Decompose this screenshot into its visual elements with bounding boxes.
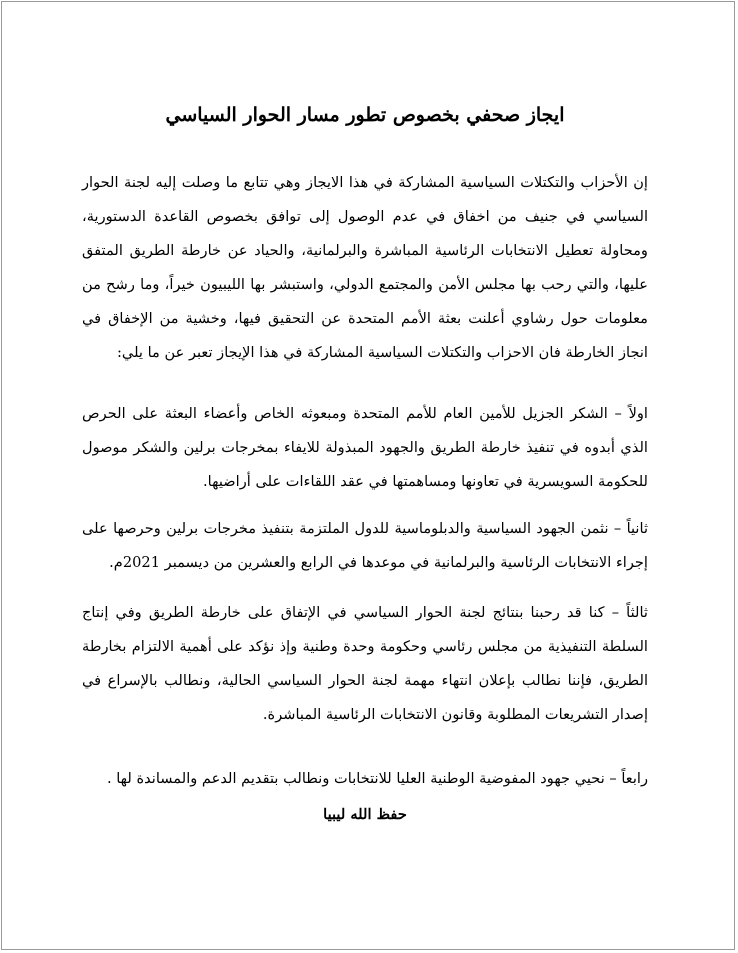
paragraph-fourth: رابعاً – نحيي جهود المفوضية الوطنية العليا للانتخابات ونطالب بتقديم الدعم والمساندة لها .: [106, 770, 648, 787]
paragraph-intro: إن الأحزاب والتكتلات السياسية المشاركة في هذا الايجاز وهي تتابع ما وصلت إليه لجنة الحوار السياسي في جنيف من اخفاق في عدم الوصول إلى توافق بخصوص القاعدة الدستورية، ومحاولة تعطيل الانتخابات الرئاسية المباشرة والبرلمانية، والحياد عن خارطة الطريق المتفق عليها، والتي رحب بها مجلس الأمن والمجتمع الدولي، واستبشر بها الليبيون خيراً، وما رشح من معلومات حول رشاوي أعلنت بعثة الأمم المتحدة عن التحقيق فيها، وخشية من الإخفاق في انجاز الخارطة فان الاحزاب والتكتلات السياسية المشاركة في هذا الإيجاز تعبر عن ما يلي:: [82, 174, 648, 361]
paragraph-second: ثانياً – نثمن الجهود السياسية والدبلوماسية للدول الملتزمة بتنفيذ مخرجات برلين وحرصها على إجراء الانتخابات الرئاسية والبرلمانية في موعدها في الرابع والعشرين من ديسمبر 2021م.: [82, 520, 648, 571]
document-title: ايجاز صحفي بخصوص تطور مسار الحوار السياسي: [165, 104, 565, 126]
document-page: [1, 1, 735, 950]
paragraph-third: ثالثاً – كنا قد رحبنا بنتائج لجنة الحوار السياسي في الإتفاق على خارطة الطريق وفي إنتاج السلطة التنفيذية من مجلس رئاسي وحكومة وحدة وطنية وإذ نؤكد على أهمية الالتزام بخارطة الطريق، فإننا نطالب بإعلان انتهاء مهمة لجنة الحوار السياسي الحالية، ونطالب بالإسراع في إصدار التشريعات المطلوبة وقانون الانتخابات الرئاسية المباشرة.: [82, 604, 648, 723]
closing-line: حفظ الله ليبيا: [323, 806, 407, 823]
paragraph-first: اولاً – الشكر الجزيل للأمين العام للأمم المتحدة ومبعوثه الخاص وأعضاء البعثة على الحرص الذي أبدوه في تنفيذ خارطة الطريق والجهود المبذولة للايفاء بمخرجات برلين والشكر موصول للحكومة السويسرية في تعاونها ومساهمتها في عقد اللقاءات على أراضيها.: [82, 405, 648, 490]
